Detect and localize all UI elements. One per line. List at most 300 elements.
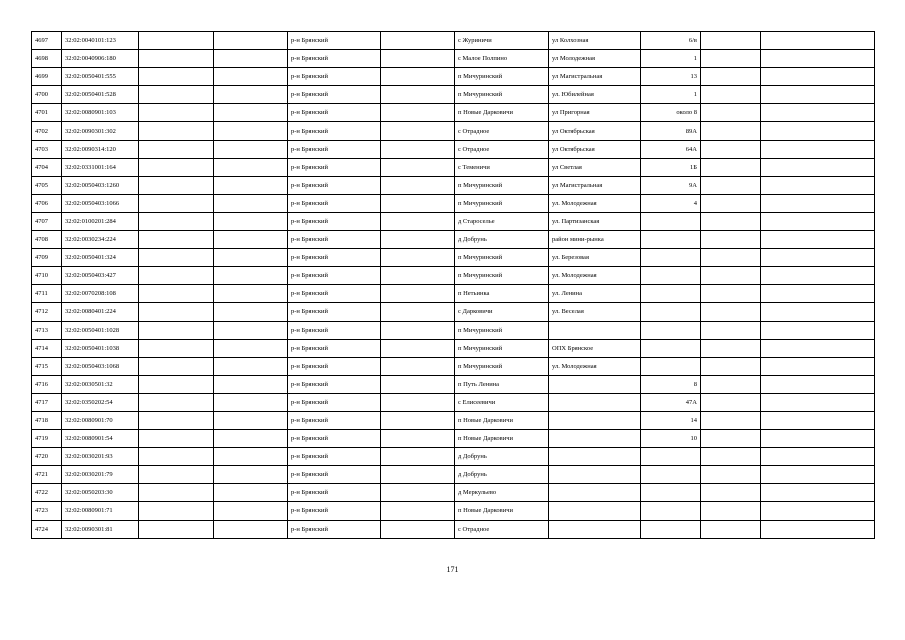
empty-cell: [381, 104, 455, 122]
settlement-cell: с Малое Полпино: [455, 50, 549, 68]
empty-cell: [139, 375, 214, 393]
house-number-cell: [641, 502, 701, 520]
street-cell: ОПХ Брянское: [549, 339, 641, 357]
empty-cell: [139, 104, 214, 122]
empty-cell: [381, 430, 455, 448]
cadastral-number: 32:02:0050401:1038: [62, 339, 139, 357]
empty-cell: [139, 122, 214, 140]
row-number: 4699: [32, 68, 62, 86]
cadastral-number: 32:02:0050403:1068: [62, 357, 139, 375]
empty-cell: [701, 321, 761, 339]
cadastral-number: 32:02:0080901:71: [62, 502, 139, 520]
row-number: 4723: [32, 502, 62, 520]
settlement-cell: п Мичуринский: [455, 339, 549, 357]
street-cell: ул. Партизанская: [549, 212, 641, 230]
district-cell: р-н Брянский: [288, 520, 381, 538]
table-row: [32, 484, 875, 502]
district-cell: р-н Брянский: [288, 68, 381, 86]
settlement-cell: д Меркульево: [455, 484, 549, 502]
empty-cell: [701, 86, 761, 104]
empty-cell: [701, 158, 761, 176]
row-number: 4720: [32, 448, 62, 466]
street-cell: ул Магистральная: [549, 68, 641, 86]
district-cell: р-н Брянский: [288, 267, 381, 285]
empty-cell: [761, 375, 875, 393]
empty-cell: [139, 466, 214, 484]
cadastral-number: 32:02:0080401:224: [62, 303, 139, 321]
empty-cell: [214, 231, 288, 249]
empty-cell: [214, 104, 288, 122]
house-number-cell: [641, 520, 701, 538]
table-row: [32, 32, 875, 50]
empty-cell: [701, 267, 761, 285]
empty-cell: [701, 375, 761, 393]
empty-cell: [381, 375, 455, 393]
settlement-cell: с Отрадное: [455, 122, 549, 140]
empty-cell: [701, 176, 761, 194]
street-cell: [549, 321, 641, 339]
table-row: [32, 339, 875, 357]
empty-cell: [701, 466, 761, 484]
row-number: 4700: [32, 86, 62, 104]
district-cell: р-н Брянский: [288, 176, 381, 194]
empty-cell: [214, 411, 288, 429]
house-number-cell: 89А: [641, 122, 701, 140]
empty-cell: [761, 303, 875, 321]
house-number-cell: 6/в: [641, 32, 701, 50]
street-cell: [549, 466, 641, 484]
empty-cell: [761, 50, 875, 68]
table-row: [32, 357, 875, 375]
empty-cell: [701, 212, 761, 230]
empty-cell: [214, 267, 288, 285]
settlement-cell: п Мичуринский: [455, 86, 549, 104]
settlement-cell: с Дарковичи: [455, 303, 549, 321]
district-cell: р-н Брянский: [288, 411, 381, 429]
house-number-cell: [641, 466, 701, 484]
table-row: [32, 303, 875, 321]
empty-cell: [139, 430, 214, 448]
empty-cell: [381, 267, 455, 285]
house-number-cell: около 8: [641, 104, 701, 122]
empty-cell: [381, 68, 455, 86]
empty-cell: [139, 393, 214, 411]
district-cell: р-н Брянский: [288, 393, 381, 411]
settlement-cell: д Старосельe: [455, 212, 549, 230]
settlement-cell: п Новые Дарковичи: [455, 430, 549, 448]
row-number: 4711: [32, 285, 62, 303]
street-cell: [549, 448, 641, 466]
table-row: [32, 231, 875, 249]
table-row: [32, 285, 875, 303]
street-cell: ул Колхозная: [549, 32, 641, 50]
row-number: 4708: [32, 231, 62, 249]
house-number-cell: 4: [641, 194, 701, 212]
empty-cell: [761, 140, 875, 158]
street-cell: ул. Веселая: [549, 303, 641, 321]
empty-cell: [701, 393, 761, 411]
empty-cell: [214, 303, 288, 321]
house-number-cell: 1: [641, 50, 701, 68]
empty-cell: [701, 32, 761, 50]
registry-table: [31, 31, 875, 539]
empty-cell: [701, 339, 761, 357]
row-number: 4713: [32, 321, 62, 339]
district-cell: р-н Брянский: [288, 212, 381, 230]
row-number: 4705: [32, 176, 62, 194]
empty-cell: [381, 249, 455, 267]
empty-cell: [701, 448, 761, 466]
street-cell: ул. Молодежная: [549, 267, 641, 285]
settlement-cell: п Нетьинка: [455, 285, 549, 303]
empty-cell: [214, 158, 288, 176]
cadastral-number: 32:02:0050403:1066: [62, 194, 139, 212]
empty-cell: [381, 231, 455, 249]
cadastral-number: 32:02:0050403:1260: [62, 176, 139, 194]
row-number: 4706: [32, 194, 62, 212]
row-number: 4718: [32, 411, 62, 429]
settlement-cell: п Новые Дарковичи: [455, 104, 549, 122]
house-number-cell: [641, 303, 701, 321]
empty-cell: [214, 321, 288, 339]
empty-cell: [139, 140, 214, 158]
empty-cell: [701, 231, 761, 249]
district-cell: р-н Брянский: [288, 122, 381, 140]
street-cell: ул. Березовая: [549, 249, 641, 267]
empty-cell: [214, 520, 288, 538]
empty-cell: [139, 231, 214, 249]
street-cell: [549, 430, 641, 448]
cadastral-number: 32:02:0030201:93: [62, 448, 139, 466]
empty-cell: [761, 194, 875, 212]
page-number: 171: [446, 565, 459, 574]
table-row: [32, 122, 875, 140]
empty-cell: [701, 68, 761, 86]
cadastral-number: 32:02:0050403:427: [62, 267, 139, 285]
empty-cell: [139, 249, 214, 267]
table-row: [32, 375, 875, 393]
empty-cell: [139, 303, 214, 321]
row-number: 4697: [32, 32, 62, 50]
settlement-cell: п Новые Дарковичи: [455, 411, 549, 429]
district-cell: р-н Брянский: [288, 375, 381, 393]
district-cell: р-н Брянский: [288, 194, 381, 212]
empty-cell: [761, 176, 875, 194]
table-row: [32, 86, 875, 104]
table-row: [32, 249, 875, 267]
empty-cell: [701, 303, 761, 321]
empty-cell: [139, 339, 214, 357]
cadastral-number: 32:02:0050401:1028: [62, 321, 139, 339]
empty-cell: [701, 520, 761, 538]
table-row: [32, 411, 875, 429]
empty-cell: [214, 140, 288, 158]
empty-cell: [761, 249, 875, 267]
cadastral-number: 32:02:0331001:164: [62, 158, 139, 176]
cadastral-number: 32:02:0050203:30: [62, 484, 139, 502]
empty-cell: [214, 448, 288, 466]
empty-cell: [701, 104, 761, 122]
empty-cell: [139, 68, 214, 86]
cadastral-number: 32:02:0080901:54: [62, 430, 139, 448]
empty-cell: [139, 357, 214, 375]
cadastral-number: 32:02:0080901:103: [62, 104, 139, 122]
settlement-cell: д Добрунь: [455, 466, 549, 484]
empty-cell: [139, 502, 214, 520]
row-number: 4709: [32, 249, 62, 267]
empty-cell: [701, 122, 761, 140]
empty-cell: [701, 50, 761, 68]
street-cell: ул. Молодежная: [549, 194, 641, 212]
empty-cell: [139, 321, 214, 339]
house-number-cell: [641, 448, 701, 466]
settlement-cell: с Теменичи: [455, 158, 549, 176]
empty-cell: [701, 140, 761, 158]
empty-cell: [381, 176, 455, 194]
cadastral-number: 32:02:0040101:123: [62, 32, 139, 50]
settlement-cell: п Мичуринский: [455, 176, 549, 194]
settlement-cell: п Мичуринский: [455, 68, 549, 86]
empty-cell: [701, 194, 761, 212]
empty-cell: [701, 411, 761, 429]
empty-cell: [139, 411, 214, 429]
empty-cell: [214, 249, 288, 267]
empty-cell: [139, 212, 214, 230]
empty-cell: [761, 104, 875, 122]
street-cell: [549, 484, 641, 502]
empty-cell: [761, 285, 875, 303]
row-number: 4721: [32, 466, 62, 484]
cadastral-number: 32:02:0030234:224: [62, 231, 139, 249]
row-number: 4712: [32, 303, 62, 321]
row-number: 4703: [32, 140, 62, 158]
settlement-cell: с Журиничи: [455, 32, 549, 50]
empty-cell: [761, 212, 875, 230]
empty-cell: [761, 357, 875, 375]
empty-cell: [701, 357, 761, 375]
empty-cell: [139, 176, 214, 194]
street-cell: ул Молодежная: [549, 50, 641, 68]
district-cell: р-н Брянский: [288, 231, 381, 249]
district-cell: р-н Брянский: [288, 448, 381, 466]
house-number-cell: 14: [641, 411, 701, 429]
house-number-cell: 1Б: [641, 158, 701, 176]
settlement-cell: с Отрадное: [455, 140, 549, 158]
empty-cell: [381, 502, 455, 520]
empty-cell: [381, 357, 455, 375]
house-number-cell: 8: [641, 375, 701, 393]
table-row: [32, 50, 875, 68]
empty-cell: [381, 122, 455, 140]
house-number-cell: [641, 339, 701, 357]
empty-cell: [761, 267, 875, 285]
row-number: 4717: [32, 393, 62, 411]
empty-cell: [139, 86, 214, 104]
district-cell: р-н Брянский: [288, 140, 381, 158]
house-number-cell: 13: [641, 68, 701, 86]
empty-cell: [214, 86, 288, 104]
house-number-cell: 9А: [641, 176, 701, 194]
empty-cell: [761, 466, 875, 484]
settlement-cell: с Отрадное: [455, 520, 549, 538]
empty-cell: [761, 32, 875, 50]
table-row: [32, 502, 875, 520]
district-cell: р-н Брянский: [288, 50, 381, 68]
empty-cell: [381, 339, 455, 357]
row-number: 4701: [32, 104, 62, 122]
house-number-cell: [641, 249, 701, 267]
empty-cell: [381, 32, 455, 50]
row-number: 4715: [32, 357, 62, 375]
settlement-cell: п Путь Ленина: [455, 375, 549, 393]
settlement-cell: д Добрунь: [455, 448, 549, 466]
cadastral-number: 32:02:0030201:79: [62, 466, 139, 484]
street-cell: [549, 520, 641, 538]
empty-cell: [381, 50, 455, 68]
empty-cell: [761, 411, 875, 429]
row-number: 4704: [32, 158, 62, 176]
empty-cell: [139, 484, 214, 502]
house-number-cell: [641, 357, 701, 375]
empty-cell: [381, 140, 455, 158]
table-row: [32, 321, 875, 339]
street-cell: ул. Молодежная: [549, 357, 641, 375]
empty-cell: [761, 158, 875, 176]
cadastral-number: 32:02:0080901:70: [62, 411, 139, 429]
empty-cell: [214, 357, 288, 375]
street-cell: ул Октябрьская: [549, 122, 641, 140]
empty-cell: [139, 285, 214, 303]
row-number: 4719: [32, 430, 62, 448]
empty-cell: [381, 520, 455, 538]
district-cell: р-н Брянский: [288, 430, 381, 448]
empty-cell: [214, 122, 288, 140]
table-body: [32, 32, 875, 539]
house-number-cell: [641, 285, 701, 303]
empty-cell: [761, 502, 875, 520]
cadastral-number: 32:02:0050401:555: [62, 68, 139, 86]
district-cell: р-н Брянский: [288, 303, 381, 321]
table-row: [32, 104, 875, 122]
table-row: [32, 68, 875, 86]
empty-cell: [381, 285, 455, 303]
cadastral-number: 32:02:0050401:324: [62, 249, 139, 267]
settlement-cell: п Мичуринский: [455, 321, 549, 339]
house-number-cell: [641, 231, 701, 249]
empty-cell: [214, 50, 288, 68]
empty-cell: [381, 86, 455, 104]
cadastral-number: 32:02:0090301:302: [62, 122, 139, 140]
row-number: 4716: [32, 375, 62, 393]
cadastral-number: 32:02:0030501:32: [62, 375, 139, 393]
row-number: 4698: [32, 50, 62, 68]
house-number-cell: 64А: [641, 140, 701, 158]
empty-cell: [761, 68, 875, 86]
empty-cell: [139, 158, 214, 176]
settlement-cell: п Мичуринский: [455, 249, 549, 267]
empty-cell: [381, 303, 455, 321]
table-row: [32, 466, 875, 484]
row-number: 4707: [32, 212, 62, 230]
empty-cell: [139, 50, 214, 68]
row-number: 4702: [32, 122, 62, 140]
table-row: [32, 267, 875, 285]
table-row: [32, 430, 875, 448]
empty-cell: [139, 520, 214, 538]
empty-cell: [214, 393, 288, 411]
street-cell: район мини-рынка: [549, 231, 641, 249]
street-cell: ул Октябрьская: [549, 140, 641, 158]
row-number: 4724: [32, 520, 62, 538]
district-cell: р-н Брянский: [288, 86, 381, 104]
empty-cell: [381, 212, 455, 230]
settlement-cell: д Добрунь: [455, 231, 549, 249]
empty-cell: [139, 32, 214, 50]
empty-cell: [214, 176, 288, 194]
cadastral-number: 32:02:0090314:120: [62, 140, 139, 158]
empty-cell: [214, 32, 288, 50]
empty-cell: [214, 502, 288, 520]
empty-cell: [701, 502, 761, 520]
house-number-cell: 47А: [641, 393, 701, 411]
empty-cell: [761, 430, 875, 448]
house-number-cell: [641, 212, 701, 230]
empty-cell: [381, 321, 455, 339]
empty-cell: [701, 484, 761, 502]
empty-cell: [761, 520, 875, 538]
district-cell: р-н Брянский: [288, 158, 381, 176]
cadastral-number: 32:02:0350202:54: [62, 393, 139, 411]
empty-cell: [214, 68, 288, 86]
district-cell: р-н Брянский: [288, 466, 381, 484]
empty-cell: [761, 484, 875, 502]
empty-cell: [761, 231, 875, 249]
table-row: [32, 140, 875, 158]
district-cell: р-н Брянский: [288, 32, 381, 50]
empty-cell: [139, 267, 214, 285]
settlement-cell: п Новые Дарковичи: [455, 502, 549, 520]
empty-cell: [761, 448, 875, 466]
empty-cell: [214, 212, 288, 230]
empty-cell: [761, 122, 875, 140]
district-cell: р-н Брянский: [288, 339, 381, 357]
empty-cell: [381, 411, 455, 429]
cadastral-number: 32:02:0050401:528: [62, 86, 139, 104]
street-cell: ул Пригорная: [549, 104, 641, 122]
empty-cell: [761, 339, 875, 357]
table-row: [32, 194, 875, 212]
district-cell: р-н Брянский: [288, 357, 381, 375]
settlement-cell: п Мичуринский: [455, 267, 549, 285]
empty-cell: [139, 194, 214, 212]
house-number-cell: 10: [641, 430, 701, 448]
house-number-cell: [641, 484, 701, 502]
table-row: [32, 520, 875, 538]
empty-cell: [214, 285, 288, 303]
house-number-cell: 1: [641, 86, 701, 104]
street-cell: ул. Юбилейная: [549, 86, 641, 104]
settlement-cell: п Мичуринский: [455, 357, 549, 375]
empty-cell: [381, 393, 455, 411]
empty-cell: [761, 321, 875, 339]
table-row: [32, 176, 875, 194]
district-cell: р-н Брянский: [288, 104, 381, 122]
district-cell: р-н Брянский: [288, 502, 381, 520]
empty-cell: [761, 393, 875, 411]
empty-cell: [214, 484, 288, 502]
cadastral-number: 32:02:0040906:180: [62, 50, 139, 68]
empty-cell: [214, 194, 288, 212]
